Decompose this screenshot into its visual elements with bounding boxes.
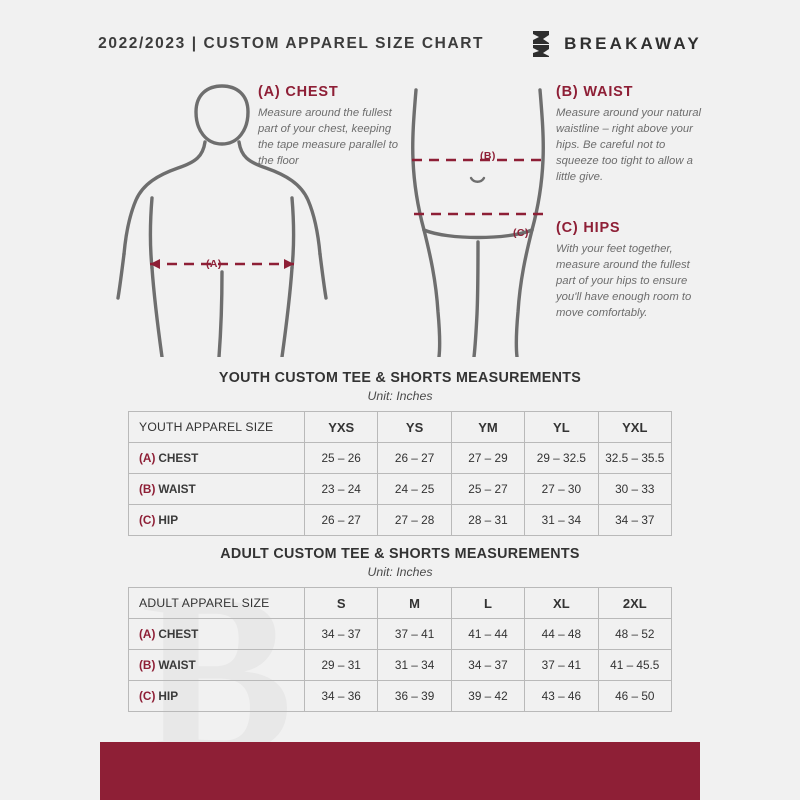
note-hips-body: With your feet together, measure around the fullest part of your hips to ensure you'll have enough room to move comfortably. — [556, 243, 692, 320]
note-hips-title: (C) HIPS — [556, 220, 621, 236]
youth-waist-yxs: 23 – 24 — [305, 474, 378, 505]
row-name: HIP — [158, 513, 179, 527]
youth-hip-yxl: 34 – 37 — [598, 505, 671, 536]
youth-size-ym: YM — [451, 412, 524, 443]
row-name: HIP — [158, 689, 179, 703]
adult-hip-l: 39 – 42 — [451, 681, 524, 712]
adult-chest-l: 41 – 44 — [451, 619, 524, 650]
table-row — [129, 681, 672, 712]
table-row — [129, 619, 672, 650]
youth-hip-yxs: 26 – 27 — [305, 505, 378, 536]
note-waist — [556, 84, 704, 185]
note-chest-title: (A) CHEST — [258, 84, 339, 100]
row-name: WAIST — [158, 658, 196, 672]
adult-chest-s: 34 – 37 — [305, 619, 378, 650]
adult-row-waist-label — [129, 650, 305, 681]
measurement-illustration — [0, 72, 800, 357]
youth-section — [128, 370, 672, 536]
youth-waist-ys: 24 – 25 — [378, 474, 451, 505]
row-name: WAIST — [158, 482, 196, 496]
adult-size-table — [128, 587, 672, 712]
table-header-row — [129, 412, 672, 443]
youth-size-yl: YL — [525, 412, 598, 443]
adult-hip-xl: 43 – 46 — [525, 681, 598, 712]
adult-size-l: L — [451, 588, 524, 619]
row-key: (B) — [139, 482, 156, 496]
row-key: (A) — [139, 627, 156, 641]
table-header-row — [129, 588, 672, 619]
page-header — [0, 18, 800, 70]
youth-chest-yl: 29 – 32.5 — [525, 443, 598, 474]
adult-title: ADULT CUSTOM TEE & SHORTS MEASUREMENTS — [220, 546, 580, 562]
adult-section — [128, 546, 672, 712]
footer-accent-bar — [100, 742, 700, 800]
row-key: (B) — [139, 658, 156, 672]
row-key: (C) — [139, 689, 156, 703]
brand-name: BREAKAWAY — [564, 34, 702, 53]
youth-waist-yl: 27 – 30 — [525, 474, 598, 505]
youth-subtitle: Unit: Inches — [367, 389, 433, 403]
adult-size-s: S — [305, 588, 378, 619]
youth-row-hip-label — [129, 505, 305, 536]
adult-row-hip-label — [129, 681, 305, 712]
table-row — [129, 650, 672, 681]
adult-waist-l: 34 – 37 — [451, 650, 524, 681]
youth-hip-yl: 31 – 34 — [525, 505, 598, 536]
page-title: 2022/2023 | CUSTOM APPAREL SIZE CHART — [98, 35, 485, 52]
youth-row-waist-label — [129, 474, 305, 505]
table-row — [129, 443, 672, 474]
youth-hip-ys: 27 – 28 — [378, 505, 451, 536]
note-waist-body: Measure around your natural waistline – right above your hips. Be careful not to squeeze too tight to allow a little give. — [556, 107, 702, 184]
marker-label-waist: (B) — [480, 150, 496, 162]
youth-hip-ym: 28 – 31 — [451, 505, 524, 536]
youth-waist-ym: 25 – 27 — [451, 474, 524, 505]
breakaway-b-logo-icon — [530, 30, 552, 58]
youth-title: YOUTH CUSTOM TEE & SHORTS MEASUREMENTS — [218, 370, 582, 386]
row-name: CHEST — [158, 627, 199, 641]
youth-chest-ym: 27 – 29 — [451, 443, 524, 474]
row-name: CHEST — [158, 451, 199, 465]
adult-row-chest-label — [129, 619, 305, 650]
adult-hip-m: 36 – 39 — [378, 681, 451, 712]
row-key: (A) — [139, 451, 156, 465]
row-key: (C) — [139, 513, 156, 527]
note-hips — [556, 220, 706, 321]
adult-hip-2xl: 46 – 50 — [598, 681, 671, 712]
adult-chest-xl: 44 – 48 — [525, 619, 598, 650]
adult-size-2xl: 2XL — [598, 588, 671, 619]
adult-size-xl: XL — [525, 588, 598, 619]
adult-waist-xl: 37 – 41 — [525, 650, 598, 681]
marker-label-chest: (A) — [206, 258, 222, 270]
youth-chest-yxl: 32.5 – 35.5 — [598, 443, 671, 474]
adult-subtitle: Unit: Inches — [367, 565, 433, 579]
note-chest-body: Measure around the fullest part of your chest, keeping the tape measure parallel to the floor — [258, 107, 399, 168]
youth-size-yxl: YXL — [598, 412, 671, 443]
adult-chest-m: 37 – 41 — [378, 619, 451, 650]
table-row — [129, 505, 672, 536]
table-row — [129, 474, 672, 505]
youth-size-yxs: YXS — [305, 412, 378, 443]
youth-header-label: YOUTH APPAREL SIZE — [129, 412, 305, 443]
adult-waist-2xl: 41 – 45.5 — [598, 650, 671, 681]
youth-waist-yxl: 30 – 33 — [598, 474, 671, 505]
adult-waist-m: 31 – 34 — [378, 650, 451, 681]
youth-row-chest-label — [129, 443, 305, 474]
youth-size-ys: YS — [378, 412, 451, 443]
brand-lockup — [530, 30, 702, 58]
marker-label-hips: (C) — [513, 227, 529, 239]
adult-waist-s: 29 – 31 — [305, 650, 378, 681]
adult-header-label: ADULT APPAREL SIZE — [129, 588, 305, 619]
youth-chest-yxs: 25 – 26 — [305, 443, 378, 474]
youth-size-table — [128, 411, 672, 536]
note-waist-title: (B) WAIST — [556, 84, 634, 100]
note-chest — [258, 84, 408, 169]
adult-chest-2xl: 48 – 52 — [598, 619, 671, 650]
adult-hip-s: 34 – 36 — [305, 681, 378, 712]
youth-chest-ys: 26 – 27 — [378, 443, 451, 474]
adult-size-m: M — [378, 588, 451, 619]
